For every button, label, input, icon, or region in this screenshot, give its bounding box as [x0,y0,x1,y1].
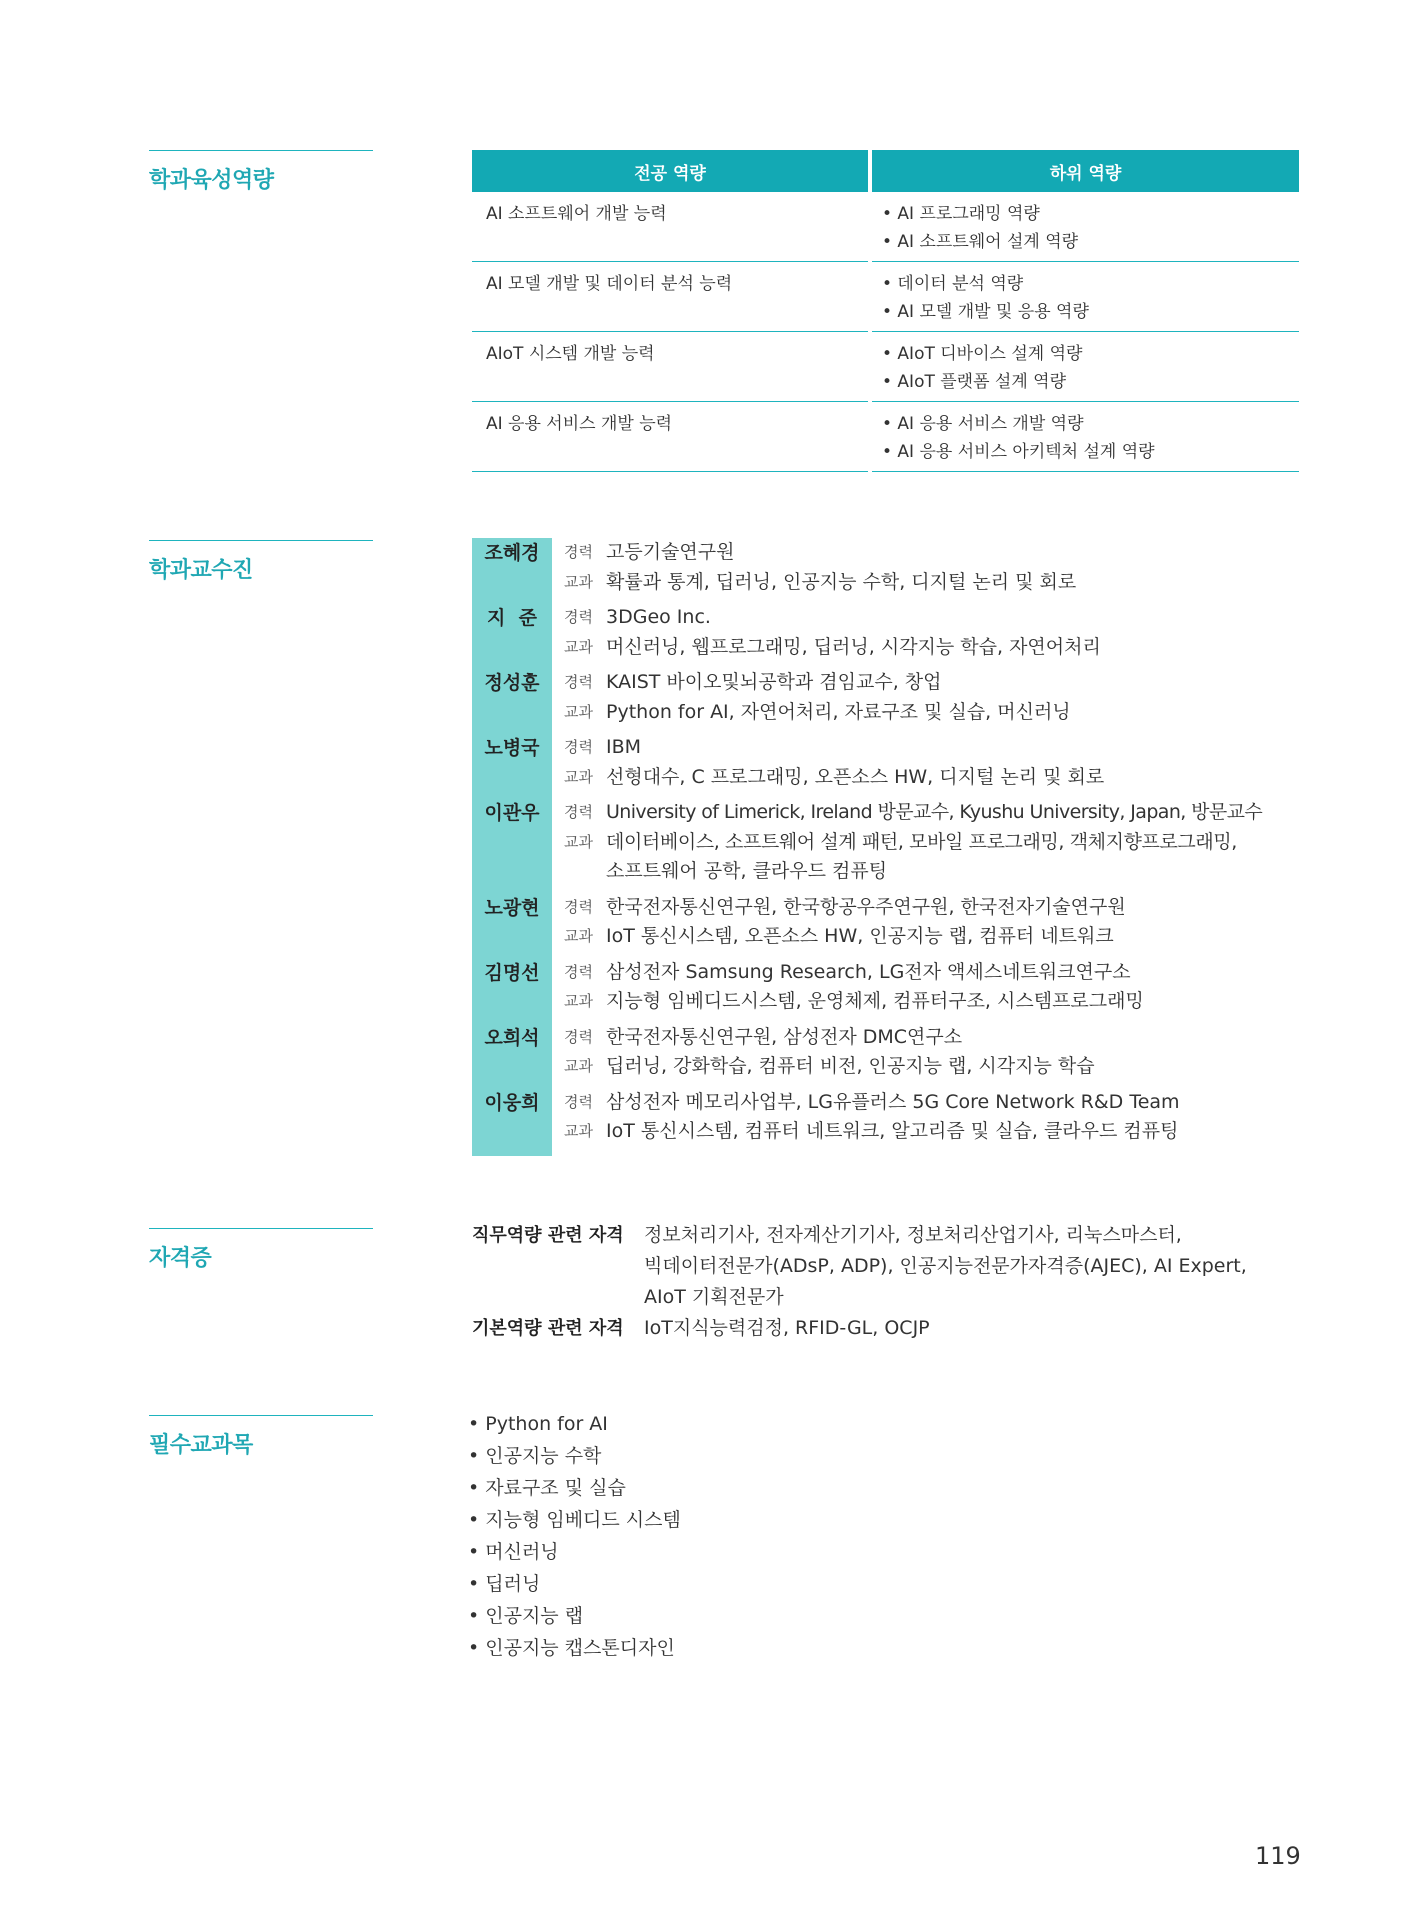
sub-item: • AIoT 플랫폼 설계 역량 [882,372,1067,392]
certificates-list [472,1220,1292,1344]
section-title-required: 필수교과목 [149,1415,373,1459]
faculty-entry [472,1023,1312,1082]
courses-tag: 교과 [564,1057,593,1075]
faculty-courses: IoT 통신시스템, 오픈소스 HW, 인공지능 랩, 컴퓨터 네트워크 [606,925,1114,947]
career-tag: 경력 [564,738,593,756]
section-title-faculty: 학과교수진 [149,540,373,584]
cert-line: 빅데이터전문가(ADsP, ADP), 인공지능전문가자격증(AJEC), AI Expert, [644,1255,1247,1277]
faculty-courses: 머신러닝, 웹프로그래밍, 딥러닝, 시각지능 학습, 자연어처리 [606,635,1101,658]
major-cell: AI 소프트웨어 개발 능력 [472,192,868,262]
list-item: • Python for AI [468,1413,608,1435]
cert-group [472,1313,1292,1344]
courses-tag: 교과 [564,767,593,786]
faculty-name: 김명선 [484,961,540,984]
faculty-entry [472,538,1312,597]
courses-tag: 교과 [564,1122,593,1140]
faculty-career: 3DGeo Inc. [606,606,711,628]
career-tag: 경력 [564,543,593,561]
faculty-entry [472,603,1312,662]
faculty-courses: 딥러닝, 강화학습, 컴퓨터 비전, 인공지능 랩, 시각지능 학습 [606,1055,1095,1077]
faculty-career: KAIST 바이오및뇌공학과 겸임교수, 창업 [606,671,942,693]
sub-item: • AIoT 디바이스 설계 역량 [882,344,1083,364]
faculty-career: 삼성전자 메모리사업부, LG유플러스 5G Core Network R&D Team [606,1090,1180,1113]
faculty-courses: 데이터베이스, 소프트웨어 설계 패턴, 모바일 프로그래밍, 객체지향프로그래밍, [606,830,1237,853]
cert-label: 기본역량 관련 자격 [472,1318,624,1339]
faculty-entry [472,958,1312,1017]
faculty-courses: IoT 통신시스템, 컴퓨터 네트워크, 알고리즘 및 실습, 클라우드 컴퓨팅 [606,1120,1179,1142]
courses-tag: 교과 [564,702,593,721]
faculty-courses: 확률과 통계, 딥러닝, 인공지능 수학, 디지털 논리 및 회로 [606,570,1077,593]
list-item: • 인공지능 캡스톤디자인 [468,1637,675,1659]
faculty-courses: 지능형 임베디드시스템, 운영체제, 컴퓨터구조, 시스템프로그래밍 [606,990,1144,1012]
courses-tag: 교과 [564,927,593,945]
list-item: • 딥러닝 [468,1573,541,1595]
faculty-entry [472,668,1312,727]
courses-tag: 교과 [564,637,593,656]
faculty-courses-continued: 소프트웨어 공학, 클라우드 컴퓨팅 [606,860,888,882]
faculty-entry [472,733,1312,792]
sub-item: • AI 응용 서비스 아키텍처 설계 역량 [882,442,1155,462]
list-item: • 인공지능 수학 [468,1445,602,1467]
courses-tag: 교과 [564,572,593,591]
major-cell: AI 모델 개발 및 데이터 분석 능력 [472,262,868,332]
faculty-career: 고등기술연구원 [606,541,735,563]
faculty-career: 한국전자통신연구원, 삼성전자 DMC연구소 [606,1025,963,1048]
sub-cell [872,262,1299,332]
sub-cell [872,192,1299,262]
faculty-name: 오희석 [484,1026,540,1049]
table-row [472,262,1299,332]
required-courses-list [468,1408,681,1664]
faculty-name: 이웅희 [484,1091,540,1114]
section-title-certificates: 자격증 [149,1228,373,1272]
list-item: • 지능형 임베디드 시스템 [468,1509,681,1531]
cert-group [472,1220,1292,1313]
career-tag: 경력 [564,1027,593,1046]
list-item: • 인공지능 랩 [468,1605,584,1627]
career-tag: 경력 [564,897,593,916]
sub-cell [872,332,1299,402]
faculty-courses: 선형대수, C 프로그래밍, 오픈소스 HW, 디지털 논리 및 회로 [606,765,1105,788]
cert-line: IoT지식능력검정, RFID-GL, OCJP [644,1317,930,1339]
sub-item: • AI 프로그래밍 역량 [882,204,1040,224]
faculty-name: 노광현 [484,896,540,919]
table-row [472,402,1299,472]
career-tag: 경력 [564,803,593,821]
major-cell: AI 응용 서비스 개발 능력 [472,402,868,472]
faculty-name: 정성훈 [484,672,540,694]
sub-item: • AI 응용 서비스 개발 역량 [882,414,1084,434]
cert-line: AIoT 기획전문가 [644,1286,784,1308]
table-row [472,192,1299,262]
table-row [472,332,1299,402]
faculty-name: 지 준 [487,607,537,629]
section-title-competency: 학과육성역량 [149,150,373,194]
faculty-career: University of Limerick, Ireland 방문교수, Kyushu University, Japan, 방문교수 [606,801,1263,823]
courses-tag: 교과 [564,992,593,1010]
list-item: • 자료구조 및 실습 [468,1477,626,1499]
faculty-career: 삼성전자 Samsung Research, LG전자 액세스네트워크연구소 [606,960,1131,983]
table-header [472,150,1299,192]
sub-item: • 데이터 분석 역량 [882,274,1024,294]
faculty-name: 노병국 [484,737,540,759]
faculty-name: 이관우 [484,802,540,824]
header-major: 전공 역량 [472,150,868,192]
sub-item: • AI 소프트웨어 설계 역량 [882,232,1079,252]
page-number: 119 [1255,1842,1301,1870]
career-tag: 경력 [564,962,593,981]
competency-table [472,150,1299,472]
header-sub: 하위 역량 [872,150,1299,192]
faculty-entry [472,798,1312,887]
sub-cell [872,402,1299,472]
faculty-list [472,538,1312,1147]
sub-item: • AI 모델 개발 및 응용 역량 [882,302,1089,322]
courses-tag: 교과 [564,832,593,851]
faculty-entry [472,1088,1312,1147]
faculty-courses: Python for AI, 자연어처리, 자료구조 및 실습, 머신러닝 [606,700,1071,723]
cert-line: 정보처리기사, 전자계산기기사, 정보처리산업기사, 리눅스마스터, [644,1224,1182,1246]
career-tag: 경력 [564,673,593,691]
list-item: • 머신러닝 [468,1541,559,1563]
faculty-name: 조혜경 [484,542,540,564]
career-tag: 경력 [564,1092,593,1111]
career-tag: 경력 [564,608,593,626]
major-cell: AIoT 시스템 개발 능력 [472,332,868,402]
faculty-entry [472,893,1312,952]
cert-label: 직무역량 관련 자격 [472,1225,624,1246]
faculty-career: 한국전자통신연구원, 한국항공우주연구원, 한국전자기술연구원 [606,895,1126,918]
faculty-career: IBM [606,736,642,758]
